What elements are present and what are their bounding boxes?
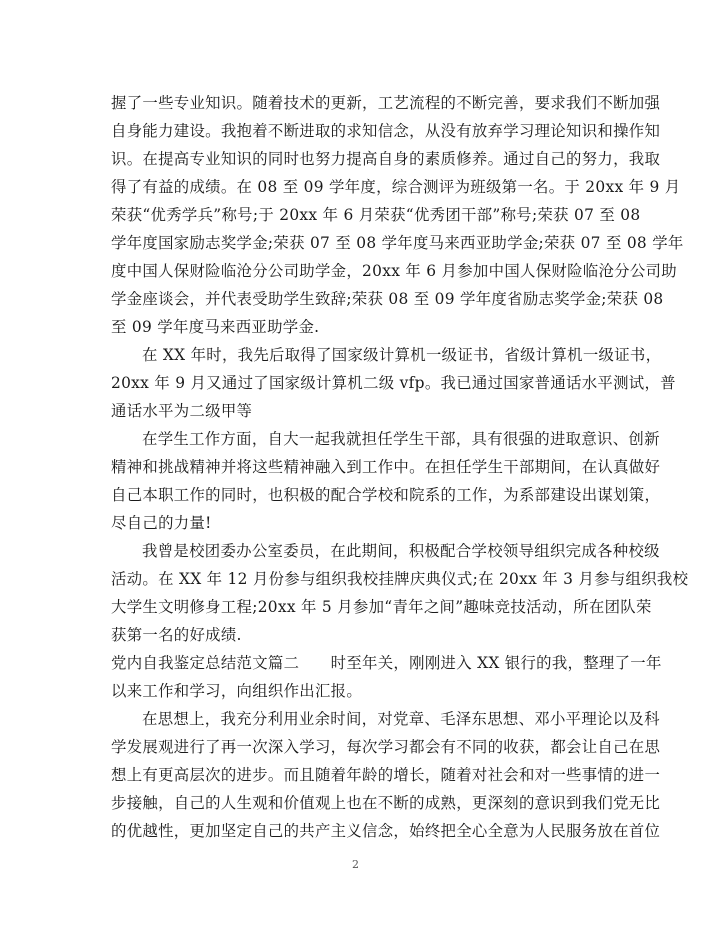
text-line: 得了有益的成绩。在 08 至 09 学年度，综合测评为班级第一名。于 20xx 年 9 月	[111, 178, 681, 196]
text-line: 识。在提高专业知识的同时也努力提高自身的素质修养。通过自己的努力，我取	[111, 150, 661, 168]
section-heading-line: 党内自我鉴定总结范文篇二 时至年关，刚刚进入 XX 银行的我，整理了一年	[111, 654, 662, 672]
text-line: 在 XX 年时，我先后取得了国家级计算机一级证书，省级计算机一级证书，	[142, 346, 662, 364]
text-line: 的优越性，更加坚定自己的共产主义信念，始终把全心全意为人民服务放在首位	[111, 822, 661, 840]
text-line: 至 09 学年度马来西亚助学金.	[111, 318, 320, 336]
text-line: 握了一些专业知识。随着技术的更新，工艺流程的不断完善，要求我们不断加强	[111, 94, 661, 112]
text-line: 在思想上，我充分利用业余时间，对党章、毛泽东思想、邓小平理论以及科	[142, 710, 660, 728]
text-line: 我曾是校团委办公室委员，在此期间，积极配合学校领导组织完成各种校级	[142, 542, 660, 560]
text-line: 获第一名的好成绩.	[111, 626, 242, 644]
text-line: 大学生文明修身工程;20xx 年 5 月参加“青年之间”趣味竞技活动，所在团队荣	[111, 598, 652, 616]
text-line: 自身能力建设。我抱着不断进取的求知信念，从没有放弃学习理论知识和操作知	[111, 122, 661, 140]
text-line: 学年度国家励志奖学金;荣获 07 至 08 学年度马来西亚助学金;荣获 07 至 08 学年	[111, 234, 684, 252]
text-line: 尽自己的力量!	[111, 514, 212, 532]
text-line: 20xx 年 9 月又通过了国家级计算机二级 vfp。我已通过国家普通话水平测试，普	[111, 374, 676, 392]
text-line: 精神和挑战精神并将这些精神融入到工作中。在担任学生干部期间，在认真做好	[111, 458, 661, 476]
text-line: 以来工作和学习，向组织作出汇报。	[111, 682, 363, 700]
text-line: 步接触，自己的人生观和价值观上也在不断的成熟，更深刻的意识到我们党无比	[111, 794, 661, 812]
text-line: 度中国人保财险临沧分公司助学金，20xx 年 6 月参加中国人保财险临沧分公司助	[111, 262, 677, 280]
text-line: 在学生工作方面，自大一起我就担任学生干部，具有很强的进取意识、创新	[142, 430, 660, 448]
text-line: 自己本职工作的同时，也积极的配合学校和院系的工作，为系部建设出谋划策，	[111, 486, 661, 504]
text-line: 荣获“优秀学兵”称号;于 20xx 年 6 月荣获“优秀团干部”称号;荣获 07 至 08	[111, 206, 641, 224]
page-number: 2	[352, 858, 359, 871]
text-line: 学金座谈会，并代表受助学生致辞;荣获 08 至 09 学年度省励志奖学金;荣获 08	[111, 290, 664, 308]
text-line: 通话水平为二级甲等	[111, 402, 253, 420]
text-line: 活动。在 XX 年 12 月份参与组织我校挂牌庆典仪式;在 20xx 年 3 月参与组织我校	[111, 570, 689, 588]
text-line: 想上有更高层次的进步。而且随着年龄的增长，随着对社会和对一些事情的进一	[111, 766, 661, 784]
text-line: 学发展观进行了再一次深入学习，每次学习都会有不同的收获，都会让自己在思	[111, 738, 661, 756]
